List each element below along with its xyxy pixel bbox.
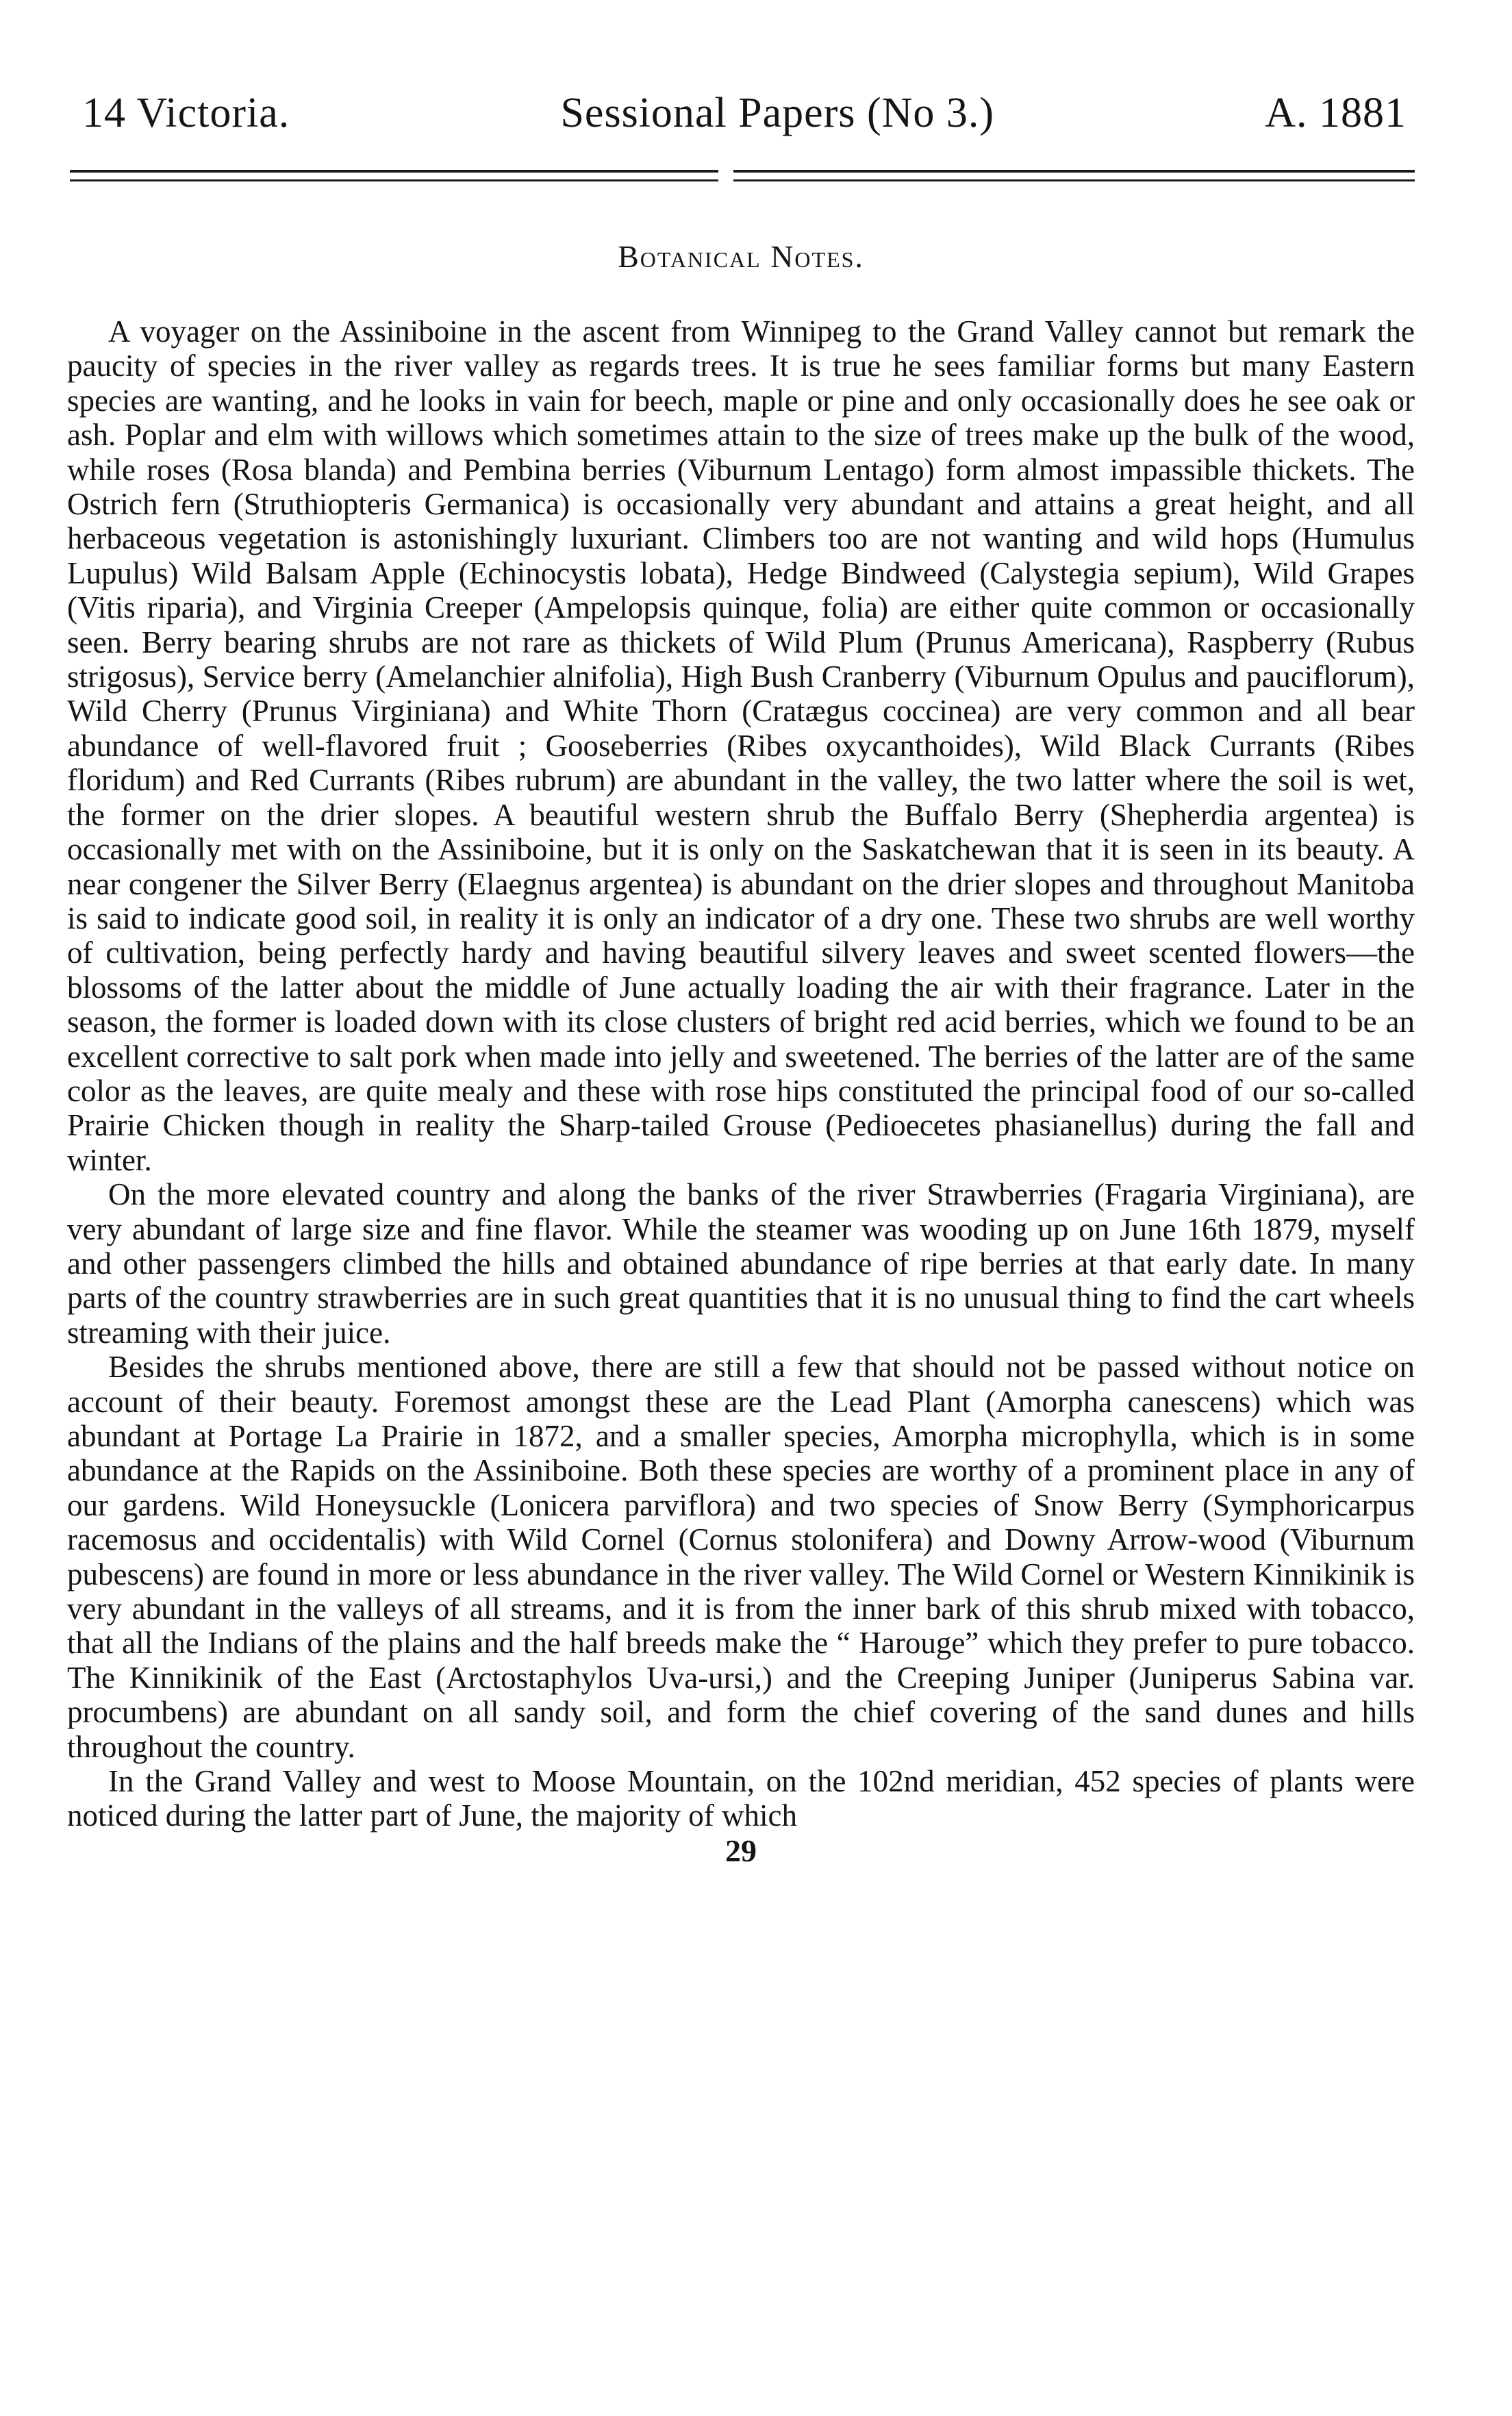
- double-rule: [67, 170, 1415, 185]
- running-header: [67, 89, 1415, 137]
- paragraph: Besides the shrubs mentioned above, there are still a few that should not be passed without notice on account of their beauty. Foremost amongst these are the Lead Plant (Amorpha canescens) which was abundant at Portage La Prairie in 1872, and a smaller species, Amorpha microphylla, which is in some abundance at the Rapids on the Assiniboine. Both these species are worthy of a prominent place in any of our gardens. Wild Honeysuckle (Lonicera parviflora) and two species of Snow Berry (Symphoricarpus racemosus and occidentalis) with Wild Cornel (Cornus stolonifera) and Downy Arrow-wood (Viburnum pubescens) are found in more or less abundance in the river valley. The Wild Cornel or Western Kinnikinik is very abundant in the valleys of all streams, and it is from the inner bark of this shrub mixed with tobacco, that all the Indians of the plains and the half breeds make the “ Harouge” which they prefer to pure tobacco. The Kinnikinik of the East (Arctostaphylos Uva-ursi,) and the Creeping Juniper (Juniperus Sabina var. procumbens) are abundant on all sandy soil, and form the chief covering of the sand dunes and hills throughout the country.: [67, 1350, 1415, 1764]
- page-number: 29: [725, 1833, 757, 1868]
- body-text: [67, 314, 1415, 1833]
- paragraph: In the Grand Valley and west to Moose Mountain, on the 102nd meridian, 452 species of plants were noticed during the latter part of June, the majority of which: [67, 1764, 1415, 1833]
- header-year: A. 1881: [1265, 90, 1407, 136]
- section-heading: Botanical Notes.: [618, 239, 864, 274]
- document-page: [67, 89, 1415, 1869]
- header-volume: 14 Victoria.: [82, 90, 290, 136]
- paragraph: A voyager on the Assiniboine in the ascent from Winnipeg to the Grand Valley cannot but remark the paucity of species in the river valley as regards trees. It is true he sees familiar forms but many Eastern species are wanting, and he looks in vain for beech, maple or pine and only occasionally does he see oak or ash. Poplar and elm with willows which sometimes attain to the size of trees make up the bulk of the wood, while roses (Rosa blanda) and Pembina berries (Viburnum Lentago) form almost impassible thickets. The Ostrich fern (Struthiopteris Germanica) is occasionally very abundant and attains a great height, and all herbaceous vegetation is astonishingly luxuriant. Climbers too are not wanting and wild hops (Humulus Lupulus) Wild Balsam Apple (Echinocystis lobata), Hedge Bindweed (Calystegia sepium), Wild Grapes (Vitis riparia), and Virginia Creeper (Ampelopsis quinque, folia) are either quite common or occasionally seen. Berry bearing shrubs are not rare as thickets of Wild Plum (Prunus Americana), Raspberry (Rubus strigosus), Service berry (Amelanchier alnifolia), High Bush Cranberry (Viburnum Opulus and pauciflorum), Wild Cherry (Prunus Virginiana) and White Thorn (Cratægus coccinea) are very common and all bear abundance of well-flavored fruit ; Gooseberries (Ribes oxycanthoides), Wild Black Currants (Ribes floridum) and Red Currants (Ribes rubrum) are abundant in the valley, the two latter where the soil is wet, the former on the drier slopes. A beautiful western shrub the Buffalo Berry (Shepherdia argentea) is occasionally met with on the Assiniboine, but it is only on the Saskatchewan that it is seen in its beauty. A near congener the Silver Berry (Elaegnus argentea) is abundant on the drier slopes and throughout Manitoba is said to indicate good soil, in reality it is only an indicator of a dry one. These two shrubs are well worthy of cultivation, being perfectly hardy and having beautiful silvery leaves and sweet scented flowers—the blossoms of the latter about the middle of June actually loading the air with their fragrance. Later in the season, the former is loaded down with its close clusters of bright red acid berries, which we found to be an excellent corrective to salt pork when made into jelly and sweetened. The berries of the latter are of the same color as the leaves, are quite mealy and these with rose hips constituted the principal food of our so-called Prairie Chicken though in reality the Sharp-tailed Grouse (Pedioecetes phasianellus) during the fall and winter.: [67, 314, 1415, 1177]
- header-series: Sessional Papers (No 3.): [560, 90, 995, 136]
- paragraph: On the more elevated country and along the banks of the river Strawberries (Fragaria Virginiana), are very abundant of large size and fine flavor. While the steamer was wooding up on June 16th 1879, myself and other passengers climbed the hills and obtained abundance of ripe berries at that early date. In many parts of the country strawberries are in such great quantities that it is no unusual thing to find the cart wheels streaming with their juice.: [67, 1177, 1415, 1350]
